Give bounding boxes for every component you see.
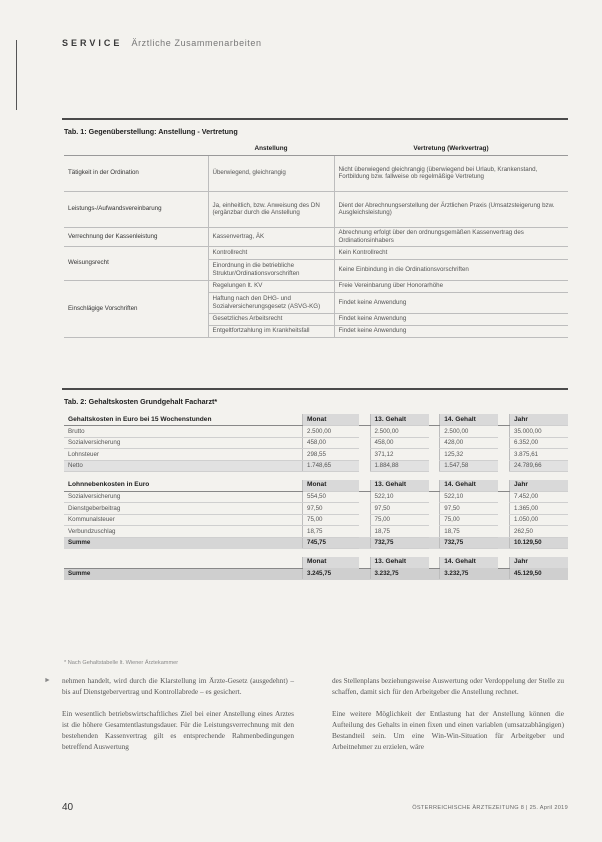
table-row [64,155,568,191]
table-cell: 1.365,00 [510,503,569,515]
col-header: 14. Gehalt [440,557,499,569]
table-cell: Gesetzliches Arbeitsrecht [208,313,334,325]
table-row [64,246,568,259]
table-cell: 3.875,61 [510,449,569,461]
col-header: 14. Gehalt [440,480,499,492]
table1 [64,143,568,338]
table-row [64,449,568,461]
row-label: Verrechnung der Kassenleistung [64,227,208,246]
table-cell: 7.452,00 [510,491,569,503]
section-header: Gehaltskosten in Euro bei 15 Wochenstunden [64,414,303,426]
sum-row [64,537,568,549]
table1-header-row [64,143,568,155]
table-row [64,280,568,292]
table-cell: Freie Vereinbarung über Honorarhöhe [334,280,568,292]
row-label: Tätigkeit in der Ordination [64,155,208,191]
table1-title: Tab. 1: Gegenüberstellung: Anstellung - Vertretung [64,127,238,136]
table-row [64,437,568,449]
sum-row [64,568,568,580]
table-cell: 125,32 [440,449,499,461]
row-label: Dienstgeberbeitrag [64,503,303,515]
table2-header-row [64,414,568,426]
row-label: Lohnsteuer [64,449,303,461]
row-label: Summe [64,537,303,549]
table-row [64,426,568,438]
table-cell: Regelungen lt. KV [208,280,334,292]
col-header: Monat [303,414,359,426]
table-cell: Einordnung in die betriebliche Struktur/Ordinationsvorschriften [208,259,334,280]
col-header: Jahr [510,414,569,426]
table-cell: 3.232,75 [440,568,499,580]
table-cell: 97,50 [370,503,429,515]
col-header: Jahr [510,557,569,569]
table2-header-row [64,557,568,569]
table-cell: 24.789,66 [510,460,569,472]
table-cell: 458,00 [370,437,429,449]
table-cell: Haftung nach den DHG- und Sozialversicherungsgesetz (ASVG-KG) [208,292,334,313]
table2-footnote: * Nach Gehaltstabelle lt. Wiener Ärztekammer [64,660,179,666]
table-cell: 35.000,00 [510,426,569,438]
table-cell: Findet keine Anwendung [334,292,568,313]
table1-col-header: Anstellung [208,143,334,155]
table-row [64,514,568,526]
table-row [64,191,568,227]
table-cell: 1.050,00 [510,514,569,526]
table-cell: 371,12 [370,449,429,461]
table-cell: 75,00 [370,514,429,526]
section-title: Ärztliche Zusammenarbeiten [131,38,262,48]
table-cell: 732,75 [370,537,429,549]
table-cell: 1.884,88 [370,460,429,472]
row-label: Verbundzuschlag [64,526,303,538]
table-cell: Findet keine Anwendung [334,313,568,325]
table-cell: 2.500,00 [303,426,359,438]
row-label: Weisungsrecht [64,246,208,280]
table-cell: Dient der Abrechnungserstellung der Ärztlichen Praxis (Umsatzsteigerung bzw. Ausgleichsleistung) [334,191,568,227]
table-cell: 522,10 [440,491,499,503]
row-label: Einschlägige Vorschriften [64,280,208,337]
col-header: 13. Gehalt [370,414,429,426]
paragraph: Eine weitere Möglichkeit der Entlastung hat der Anstellung können die Aufteilung des Gehalts in einen fixen und einen variablen (umsatzabhängigen) Bestandteil sein. Um eine Win-Win-Situation für Arbeitgeber und Arbeitnehmer zu erzielen, wäre [332,709,564,751]
table-cell: 428,00 [440,437,499,449]
col-header: Jahr [510,480,569,492]
table1-col-header: Vertretung (Werkvertrag) [334,143,568,155]
col-header: 14. Gehalt [440,414,499,426]
table-cell: Kontrollrecht [208,246,334,259]
table-row [64,491,568,503]
table-cell: Findet keine Anwendung [334,325,568,337]
table-cell: Überwiegend, gleichrangig [208,155,334,191]
row-label: Sozialversicherung [64,437,303,449]
table-cell: 1.547,58 [440,460,499,472]
table-cell: 3.245,75 [303,568,359,580]
table-cell: 262,50 [510,526,569,538]
table-cell: 554,50 [303,491,359,503]
paragraph: Ein wesentlich betriebswirtschaftliches Ziel bei einer Anstellung eines Arztes ist die höhere Gesamtentlastungsdauer. Für die Leistungsverrechnung mit den bestehenden Kassenvertrag gilt es entsprechende Rahmenbedingungen betreffend Auswertung [62,709,294,751]
table-cell: 522,10 [370,491,429,503]
table-cell: Nicht überwiegend gleichrangig (überwiegend bei Urlaub, Krankenstand, Fortbildung bzw. fallweise ob regelmäßige Vertretung [334,155,568,191]
col-header: Monat [303,480,359,492]
table-row [64,460,568,472]
row-label: Brutto [64,426,303,438]
table-row [64,503,568,515]
table-cell: Entgeltfortzahlung im Krankheitsfall [208,325,334,337]
table-cell: 18,75 [303,526,359,538]
table-cell: 18,75 [370,526,429,538]
col-header: 13. Gehalt [370,557,429,569]
table-cell: 3.232,75 [370,568,429,580]
row-label: Netto [64,460,303,472]
table2-header-row [64,480,568,492]
section-label: SERVICE [62,38,123,48]
table-cell: 75,00 [440,514,499,526]
section-header: Lohnnebenkosten in Euro [64,480,303,492]
col-header: Monat [303,557,359,569]
table-cell: Kassenvertrag, ÄK [208,227,334,246]
table-cell: 18,75 [440,526,499,538]
col-header: 13. Gehalt [370,480,429,492]
body-column-left [62,675,294,763]
table-cell: 6.352,00 [510,437,569,449]
table-cell: Ja, einheitlich, bzw. Anweisung des DN (ergänzbar durch die Anstellung [208,191,334,227]
table-cell: 458,00 [303,437,359,449]
table-row [64,227,568,246]
table-row [64,526,568,538]
table-cell: 732,75 [440,537,499,549]
table-cell: 97,50 [303,503,359,515]
table-cell: 75,00 [303,514,359,526]
table-cell: 2.500,00 [440,426,499,438]
table-cell: 745,75 [303,537,359,549]
row-label: Sozialversicherung [64,491,303,503]
table-cell: 298,55 [303,449,359,461]
paragraph: des Stellenplans beziehungsweise Auswertung oder Verdoppelung der Stelle zu schaffen, damit sich für den Arbeitgeber die Anstellung rechnet. [332,676,564,696]
journal-footer: ÖSTERREICHISCHE ÄRZTEZEITUNG 8 | 25. April 2019 [412,805,568,811]
table-cell: 2.500,00 [370,426,429,438]
page-number: 40 [62,802,74,813]
table-cell: Abrechnung erfolgt über den ordnungsgemäßen Kassenvertrag des Ordinationsinhabers [334,227,568,246]
margin-rule [16,40,17,110]
row-label: Summe [64,568,303,580]
table-cell: Kein Kontrollrecht [334,246,568,259]
continuation-marker: ► [44,677,51,684]
table-cell: 97,50 [440,503,499,515]
table-cell: 10.129,50 [510,537,569,549]
table-cell: 1.748,65 [303,460,359,472]
table1-top-rule [62,118,568,120]
table2-title: Tab. 2: Gehaltskosten Grundgehalt Facharzt* [64,397,218,406]
paragraph: nehmen handelt, wird durch die Klarstellung im Ärzte-Gesetz (ausgedehnt) – bis auf Dienstgebervertrag und Kontrollabrede – es gesichert. [62,676,294,696]
table-cell: Keine Einbindung in die Ordinationsvorschriften [334,259,568,280]
row-label: Kommunalsteuer [64,514,303,526]
running-header [62,38,262,48]
section-header [64,557,303,569]
body-column-right [332,675,564,763]
table2-top-rule [62,388,568,390]
table2 [64,414,568,580]
row-label: Leistungs-/Aufwandsvereinbarung [64,191,208,227]
table-cell: 45.129,50 [510,568,569,580]
